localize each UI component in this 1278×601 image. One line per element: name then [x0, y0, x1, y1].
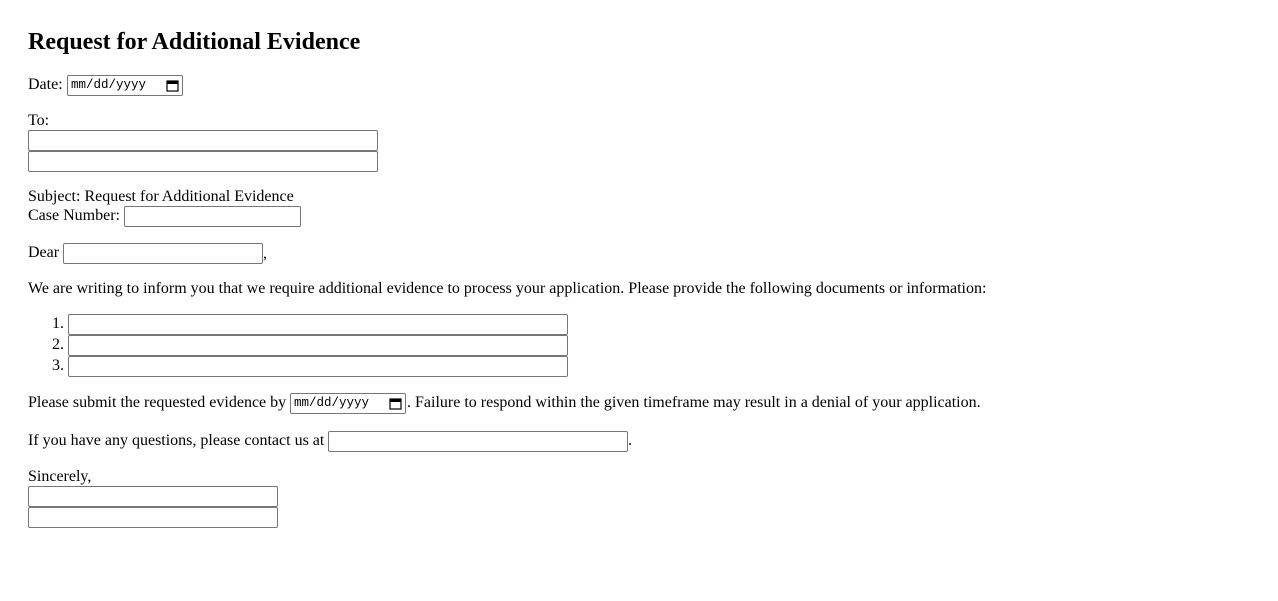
dear-label: Dear [28, 244, 60, 261]
signature-name-input[interactable] [28, 486, 278, 507]
evidence-item-1-input[interactable] [68, 314, 568, 335]
calendar-icon[interactable] [389, 397, 402, 410]
date-input[interactable] [67, 75, 183, 96]
closing-text: Sincerely, [28, 468, 92, 485]
recipient-name-input[interactable] [63, 243, 263, 264]
intro-paragraph: We are writing to inform you that we require additional evidence to process your application. Please provide the following documents or information: [28, 280, 987, 297]
list-item-number: 1. [52, 315, 64, 332]
to-label: To: [28, 112, 50, 129]
dear-comma: , [263, 245, 267, 262]
list-item-number: 3. [52, 357, 64, 374]
case-number-label: Case Number: [28, 207, 120, 224]
page-title: Request for Additional Evidence [28, 29, 361, 55]
deadline-text-before: Please submit the requested evidence by [28, 394, 287, 411]
to-line-2-input[interactable] [28, 151, 378, 172]
deadline-date-input[interactable] [290, 393, 406, 414]
calendar-icon[interactable] [166, 79, 179, 92]
date-label: Date: [28, 76, 63, 93]
contact-input[interactable] [328, 431, 628, 452]
date-placeholder: mm/dd/yyyy [294, 396, 370, 410]
subject-line: Subject: Request for Additional Evidence [28, 188, 294, 205]
evidence-item-3-input[interactable] [68, 356, 568, 377]
deadline-text-after: . Failure to respond within the given timeframe may result in a denial of your application. [407, 394, 981, 411]
signature-title-input[interactable] [28, 507, 278, 528]
contact-period: . [628, 432, 632, 449]
evidence-item-2-input[interactable] [68, 335, 568, 356]
list-item-number: 2. [52, 336, 64, 353]
contact-text: If you have any questions, please contact us at [28, 432, 325, 449]
date-placeholder: mm/dd/yyyy [71, 78, 147, 92]
case-number-input[interactable] [124, 206, 301, 227]
to-line-1-input[interactable] [28, 130, 378, 151]
